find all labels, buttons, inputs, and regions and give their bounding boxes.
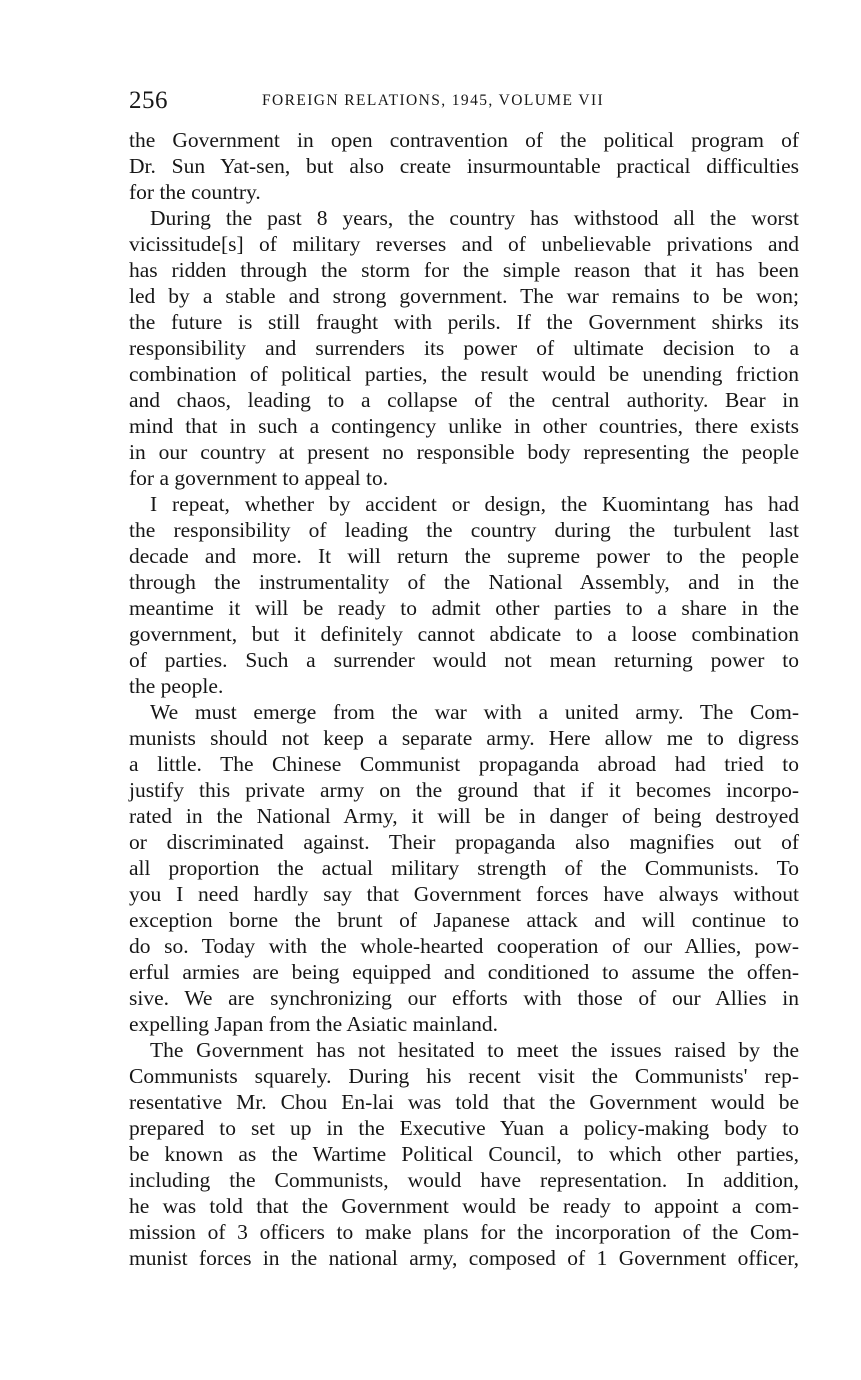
text-line: During the past 8 years, the country has withstood all the worst — [150, 206, 799, 230]
paragraph-3 — [129, 491, 799, 699]
text-line: and chaos, leading to a collapse of the central authority. Bear in — [129, 388, 799, 412]
text-line: for the country. — [129, 180, 261, 204]
text-line: expelling Japan from the Asiatic mainland. — [129, 1012, 498, 1036]
running-head-title: FOREIGN RELATIONS, 1945, VOLUME VII — [262, 92, 605, 109]
paragraph-2 — [129, 205, 799, 491]
text-line: he was told that the Government would be ready to appoint a com- — [129, 1194, 799, 1218]
text-line: munists should not keep a separate army. Here allow me to digress — [129, 726, 799, 750]
text-line: all proportion the actual military strength of the Communists. To — [129, 856, 799, 880]
text-line: through the instrumentality of the National Assembly, and in the — [129, 570, 799, 594]
text-line: resentative Mr. Chou En-lai was told that the Government would be — [129, 1090, 799, 1114]
text-line: munist forces in the national army, composed of 1 Government officer, — [129, 1246, 799, 1270]
text-line: combination of political parties, the result would be unending friction — [129, 362, 799, 386]
text-line: a little. The Chinese Communist propaganda abroad had tried to — [129, 752, 799, 776]
text-line: the Government in open contravention of the political program of — [129, 128, 799, 152]
text-line: for a government to appeal to. — [129, 466, 389, 490]
text-line: prepared to set up in the Executive Yuan a policy-making body to — [129, 1116, 799, 1140]
text-line: exception borne the brunt of Japanese attack and will continue to — [129, 908, 799, 932]
paragraph-5 — [129, 1037, 799, 1271]
text-line: of parties. Such a surrender would not mean returning power to — [129, 648, 799, 672]
text-line: We must emerge from the war with a united army. The Com- — [150, 700, 799, 724]
running-head — [129, 85, 799, 117]
text-line: the future is still fraught with perils. If the Government shirks its — [129, 310, 799, 334]
text-line: be known as the Wartime Political Council, to which other parties, — [129, 1142, 799, 1166]
text-line: do so. Today with the whole-hearted cooperation of our Allies, pow- — [129, 934, 799, 958]
text-line: mission of 3 officers to make plans for the incorporation of the Com- — [129, 1220, 799, 1244]
text-line: government, but it definitely cannot abdicate to a loose combination — [129, 622, 799, 646]
text-line: decade and more. It will return the supreme power to the people — [129, 544, 799, 568]
text-line: led by a stable and strong government. The war remains to be won; — [129, 284, 799, 308]
text-line: sive. We are synchronizing our efforts with those of our Allies in — [129, 986, 799, 1010]
page-number: 256 — [129, 87, 168, 114]
text-line: I repeat, whether by accident or design, the Kuomintang has had — [150, 492, 799, 516]
text-line: the responsibility of leading the country during the turbulent last — [129, 518, 799, 542]
text-line: you I need hardly say that Government forces have always without — [129, 882, 799, 906]
text-line: rated in the National Army, it will be in danger of being destroyed — [129, 804, 799, 828]
text-line: has ridden through the storm for the simple reason that it has been — [129, 258, 799, 282]
text-line: including the Communists, would have representation. In addition, — [129, 1168, 799, 1192]
body-text — [129, 127, 799, 1271]
text-line: erful armies are being equipped and conditioned to assume the offen- — [129, 960, 799, 984]
text-line: Dr. Sun Yat-sen, but also create insurmountable practical difficulties — [129, 154, 799, 178]
text-line: or discriminated against. Their propaganda also magnifies out of — [129, 830, 799, 854]
text-line: mind that in such a contingency unlike in other countries, there exists — [129, 414, 799, 438]
text-line: responsibility and surrenders its power of ultimate decision to a — [129, 336, 799, 360]
text-line: Communists squarely. During his recent visit the Communists' rep- — [129, 1064, 799, 1088]
paragraph-1 — [129, 127, 799, 205]
text-line: meantime it will be ready to admit other parties to a share in the — [129, 596, 799, 620]
text-line: The Government has not hesitated to meet the issues raised by the — [150, 1038, 799, 1062]
paragraph-4 — [129, 699, 799, 1037]
text-line: vicissitude[s] of military reverses and of unbelievable privations and — [129, 232, 799, 256]
text-line: justify this private army on the ground that if it becomes incorpo- — [129, 778, 799, 802]
text-line: the people. — [129, 674, 224, 698]
text-line: in our country at present no responsible body representing the people — [129, 440, 799, 464]
